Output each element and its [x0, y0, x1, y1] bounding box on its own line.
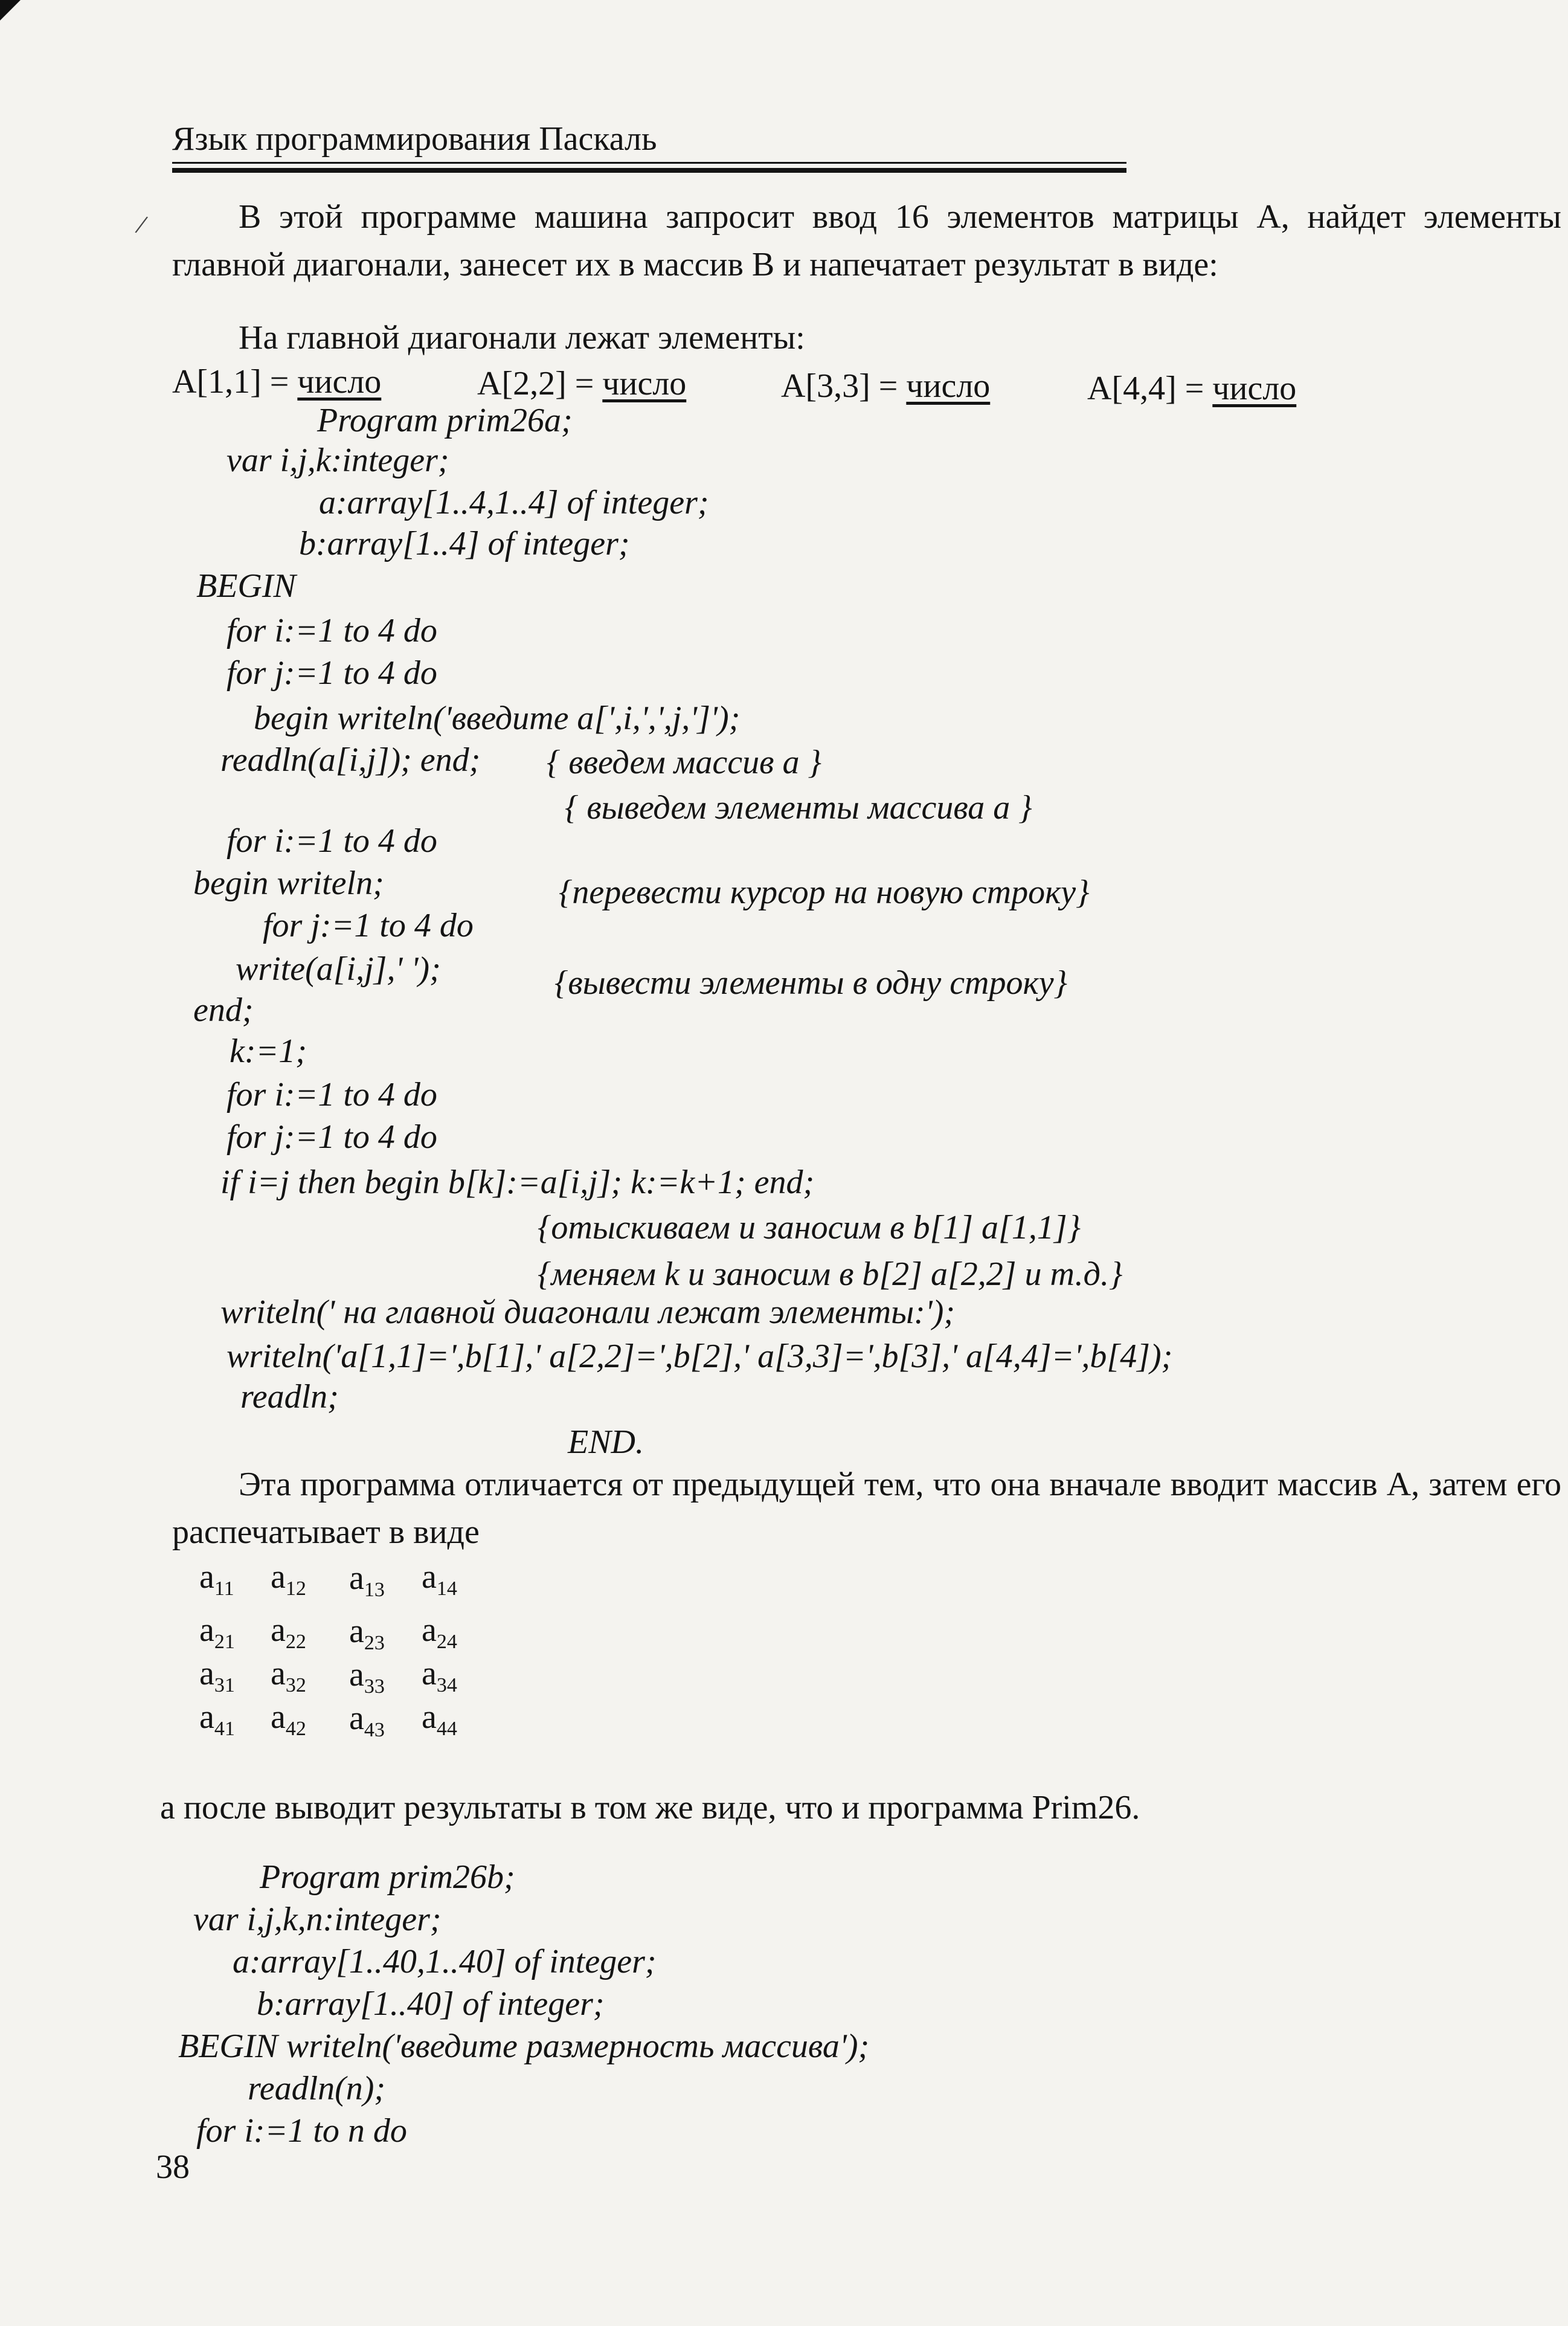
- matrix-cell: $a_{12}$: [271, 1558, 306, 1600]
- code-line: a:array[1..40,1..40] of integer;: [233, 1943, 657, 1980]
- code-comment: {отыскиваем и заносим в b[1] a[1,1]}: [538, 1209, 1081, 1246]
- matrix-cell: $a_{41}$: [199, 1698, 235, 1740]
- code-line: var i,j,k,n:integer;: [193, 1901, 442, 1938]
- code-line: writeln('a[1,1]=',b[1],' a[2,2]=',b[2],' a[3,3]=',b[3],' a[4,4]=',b[4]);: [227, 1338, 1173, 1375]
- code-comment: {вывести элементы в одну строку}: [554, 964, 1067, 1002]
- code-comment: {перевести курсор на новую строку}: [559, 874, 1090, 911]
- code-line: Program prim26b;: [260, 1858, 515, 1896]
- code-line: for j:=1 to 4 do: [263, 907, 474, 944]
- output-value: число: [906, 367, 991, 405]
- code-line: BEGIN: [196, 567, 296, 605]
- matrix-cell: $a_{22}$: [271, 1611, 306, 1653]
- pencil-mark: /: [133, 208, 150, 240]
- output-item-4: [1087, 369, 1296, 408]
- matrix-cell: $a_{21}$: [199, 1611, 235, 1653]
- running-header: [172, 120, 1126, 174]
- matrix-cell: $a_{34}$: [422, 1655, 457, 1696]
- code-comment: {меняем k и заносим в b[2] a[2,2] и т.д.}: [538, 1255, 1123, 1293]
- matrix-cell: $a_{24}$: [422, 1611, 457, 1653]
- matrix-cell: $a_{42}$: [271, 1698, 306, 1740]
- output-label: A[1,1] =: [172, 363, 298, 401]
- code-line: if i=j then begin b[k]:=a[i,j]; k:=k+1; end;: [220, 1164, 815, 1201]
- matrix-cell: $a_{32}$: [271, 1655, 306, 1696]
- code-line: b:array[1..4] of integer;: [299, 525, 630, 562]
- header-title: Язык программирования Паскаль: [172, 120, 657, 158]
- code-line: readln(a[i,j]); end;: [220, 741, 481, 779]
- code-line: write(a[i,j],' ');: [236, 950, 441, 988]
- output-label: A[2,2] =: [477, 365, 603, 402]
- output-item-1: [172, 362, 381, 401]
- output-label: A[3,3] =: [781, 367, 907, 405]
- output-label: A[4,4] =: [1087, 370, 1213, 407]
- matrix-cell: $a_{23}$: [349, 1612, 385, 1654]
- code-line: BEGIN writeln('введите размерность массива');: [178, 2028, 870, 2065]
- code-line: for i:=1 to n do: [196, 2112, 407, 2150]
- code-line: readln(n);: [248, 2070, 386, 2107]
- after-matrix-text: а после выводит результаты в том же виде, что и программа Prim26.: [160, 1789, 1140, 1826]
- matrix-cell: $a_{33}$: [349, 1656, 385, 1698]
- matrix-cell: $a_{14}$: [422, 1558, 457, 1600]
- code-line: for i:=1 to 4 do: [227, 612, 437, 649]
- output-value: число: [1212, 370, 1297, 407]
- output-value: число: [602, 365, 687, 402]
- matrix-cell: $a_{44}$: [422, 1698, 457, 1740]
- middle-paragraph: Эта программа отличается от предыдущей тем, что она вначале вводит массив A, затем его распечатывает в виде: [172, 1466, 1561, 1551]
- output-item-3: [781, 367, 990, 405]
- code-line: b:array[1..40] of integer;: [257, 1985, 605, 2023]
- code-line: END.: [568, 1423, 644, 1461]
- code-line: readln;: [240, 1378, 339, 1416]
- code-line: Program prim26a;: [317, 402, 573, 439]
- code-line: k:=1;: [230, 1033, 307, 1070]
- matrix-cell: $a_{13}$: [349, 1559, 385, 1601]
- intro-paragraph: В этой программе машина запросит ввод 16 элементов матрицы A, найдет элементы главной диагонали, занесет их в массив B и напечатает результат в виде:: [172, 198, 1561, 283]
- code-line: begin writeln;: [193, 865, 384, 902]
- code-comment: { выведем элементы массива a }: [565, 789, 1032, 826]
- code-line: begin writeln('введите a[',i,',',j,']');: [254, 700, 741, 737]
- code-line: var i,j,k:integer;: [227, 442, 449, 479]
- code-line: writeln(' на главной диагонали лежат элементы:');: [220, 1293, 956, 1331]
- matrix-cell: $a_{43}$: [349, 1699, 385, 1741]
- matrix-cell: $a_{11}$: [199, 1558, 234, 1600]
- code-line: end;: [193, 991, 254, 1029]
- code-line: for j:=1 to 4 do: [227, 654, 437, 692]
- code-line: a:array[1..4,1..4] of integer;: [319, 484, 709, 521]
- code-line: for i:=1 to 4 do: [227, 822, 437, 860]
- output-item-2: [477, 364, 686, 403]
- output-heading: На главной диагонали лежат элементы:: [239, 319, 805, 356]
- header-rule-thin: [172, 162, 1126, 164]
- code-comment: { введем массив a }: [547, 744, 821, 781]
- page-number: 38: [156, 2148, 190, 2186]
- code-line: for j:=1 to 4 do: [227, 1118, 437, 1156]
- matrix-cell: $a_{31}$: [199, 1655, 235, 1696]
- code-line: for i:=1 to 4 do: [227, 1076, 437, 1113]
- header-rule-thick: [172, 168, 1126, 173]
- scan-corner: [0, 0, 21, 21]
- output-value: число: [297, 363, 382, 401]
